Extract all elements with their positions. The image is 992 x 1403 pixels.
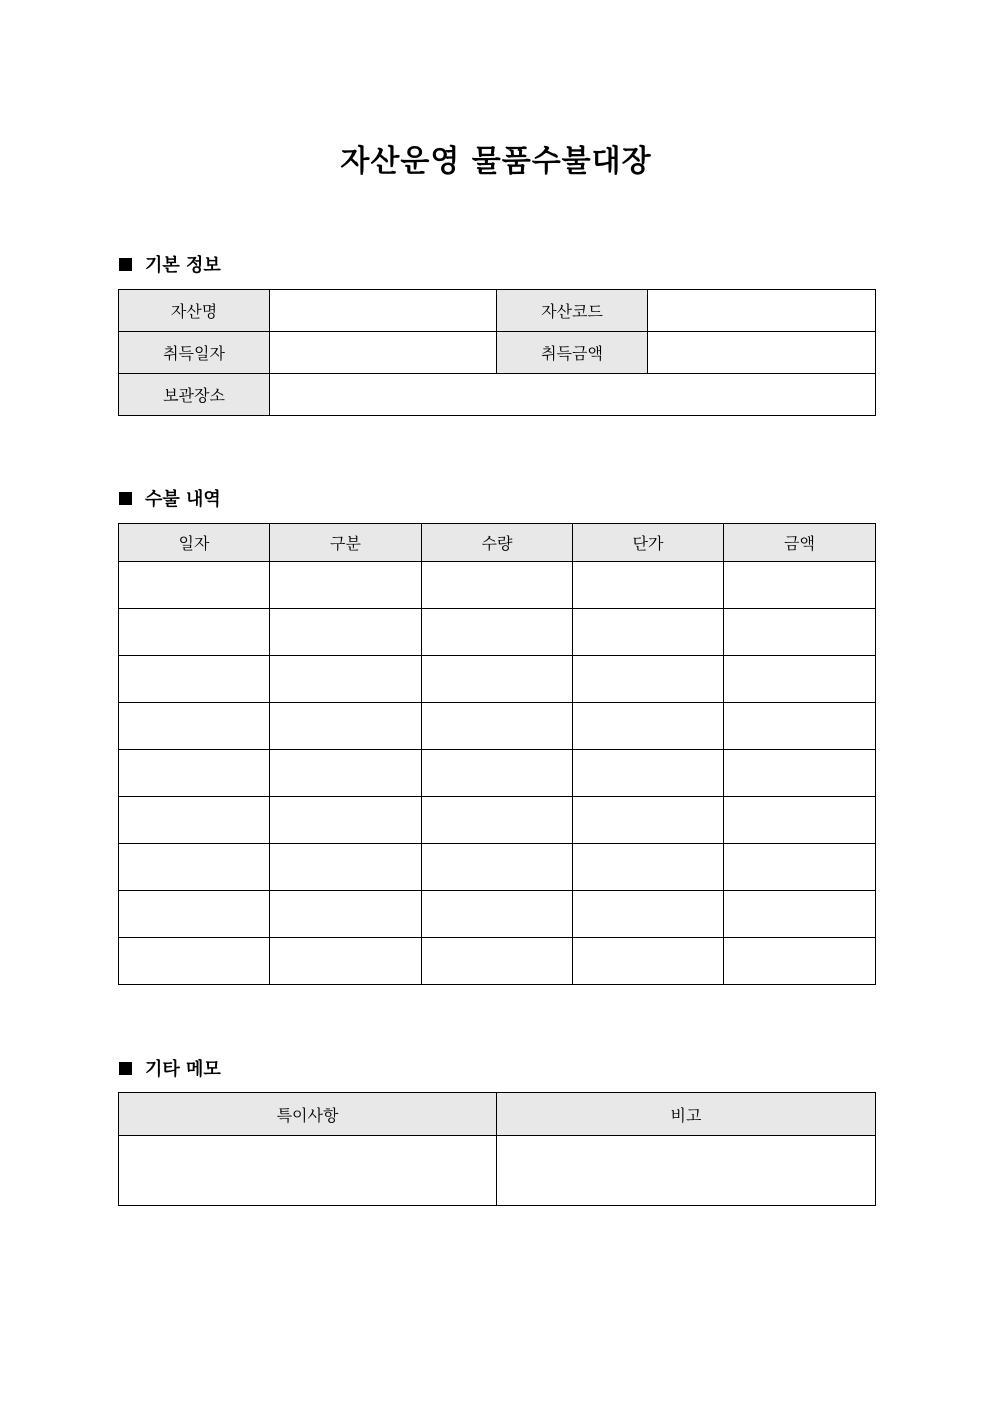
type-cell[interactable] — [270, 562, 422, 609]
type-cell[interactable] — [270, 797, 422, 844]
quantity-cell[interactable] — [422, 703, 573, 750]
quantity-cell[interactable] — [422, 844, 573, 891]
unit-price-cell[interactable] — [573, 750, 724, 797]
unit-price-cell[interactable] — [573, 562, 724, 609]
amount-cell[interactable] — [724, 797, 876, 844]
type-cell[interactable] — [270, 844, 422, 891]
quantity-cell[interactable] — [422, 891, 573, 938]
type-cell[interactable] — [270, 703, 422, 750]
records-header-row — [119, 524, 876, 562]
memo-table — [118, 1092, 876, 1206]
type-cell[interactable] — [270, 609, 422, 656]
column-header-type: 구분 — [270, 524, 422, 562]
storage-location-label: 보관장소 — [119, 374, 270, 416]
quantity-cell[interactable] — [422, 938, 573, 985]
special-notes-field[interactable] — [119, 1136, 497, 1206]
records-table — [118, 523, 876, 985]
column-header-unit-price: 단가 — [573, 524, 724, 562]
date-cell[interactable] — [119, 656, 270, 703]
memo-header-row — [119, 1093, 876, 1136]
type-cell[interactable] — [270, 656, 422, 703]
quantity-cell[interactable] — [422, 656, 573, 703]
table-row — [119, 891, 876, 938]
date-cell[interactable] — [119, 609, 270, 656]
section-heading-label: 수불 내역 — [145, 489, 221, 510]
acquisition-amount-label: 취득금액 — [497, 332, 648, 374]
column-header-date: 일자 — [119, 524, 270, 562]
table-row — [119, 844, 876, 891]
amount-cell[interactable] — [724, 656, 876, 703]
quantity-cell[interactable] — [422, 750, 573, 797]
table-row — [119, 656, 876, 703]
amount-cell[interactable] — [724, 703, 876, 750]
column-header-quantity: 수량 — [422, 524, 573, 562]
acquisition-date-label: 취득일자 — [119, 332, 270, 374]
section-heading-records — [119, 486, 221, 510]
square-bullet-icon — [119, 258, 132, 271]
date-cell[interactable] — [119, 562, 270, 609]
section-heading-basic-info — [119, 252, 221, 276]
amount-cell[interactable] — [724, 891, 876, 938]
date-cell[interactable] — [119, 891, 270, 938]
amount-cell[interactable] — [724, 844, 876, 891]
unit-price-cell[interactable] — [573, 797, 724, 844]
table-row — [119, 562, 876, 609]
remarks-field[interactable] — [497, 1136, 876, 1206]
square-bullet-icon — [119, 1062, 132, 1075]
unit-price-cell[interactable] — [573, 891, 724, 938]
quantity-cell[interactable] — [422, 797, 573, 844]
asset-name-label: 자산명 — [119, 290, 270, 332]
date-cell[interactable] — [119, 797, 270, 844]
column-header-amount: 금액 — [724, 524, 876, 562]
amount-cell[interactable] — [724, 938, 876, 985]
basic-info-table — [118, 289, 876, 416]
table-row — [119, 797, 876, 844]
storage-location-field[interactable] — [270, 374, 876, 416]
table-row — [119, 750, 876, 797]
asset-code-label: 자산코드 — [497, 290, 648, 332]
quantity-cell[interactable] — [422, 562, 573, 609]
amount-cell[interactable] — [724, 609, 876, 656]
asset-code-field[interactable] — [648, 290, 876, 332]
table-row — [119, 938, 876, 985]
unit-price-cell[interactable] — [573, 703, 724, 750]
acquisition-date-field[interactable] — [270, 332, 497, 374]
date-cell[interactable] — [119, 750, 270, 797]
section-heading-label: 기타 메모 — [145, 1059, 221, 1080]
page-title: 자산운영 물품수불대장 — [340, 144, 652, 179]
date-cell[interactable] — [119, 938, 270, 985]
amount-cell[interactable] — [724, 750, 876, 797]
unit-price-cell[interactable] — [573, 938, 724, 985]
table-row — [119, 609, 876, 656]
memo-row — [119, 1136, 876, 1206]
column-header-remarks: 비고 — [497, 1093, 876, 1136]
date-cell[interactable] — [119, 844, 270, 891]
type-cell[interactable] — [270, 750, 422, 797]
acquisition-amount-field[interactable] — [648, 332, 876, 374]
unit-price-cell[interactable] — [573, 609, 724, 656]
quantity-cell[interactable] — [422, 609, 573, 656]
column-header-special-notes: 특이사항 — [119, 1093, 497, 1136]
date-cell[interactable] — [119, 703, 270, 750]
unit-price-cell[interactable] — [573, 844, 724, 891]
amount-cell[interactable] — [724, 562, 876, 609]
section-heading-label: 기본 정보 — [145, 255, 221, 276]
type-cell[interactable] — [270, 938, 422, 985]
square-bullet-icon — [119, 492, 132, 505]
unit-price-cell[interactable] — [573, 656, 724, 703]
table-row — [119, 703, 876, 750]
type-cell[interactable] — [270, 891, 422, 938]
asset-name-field[interactable] — [270, 290, 497, 332]
section-heading-memo — [119, 1056, 221, 1080]
